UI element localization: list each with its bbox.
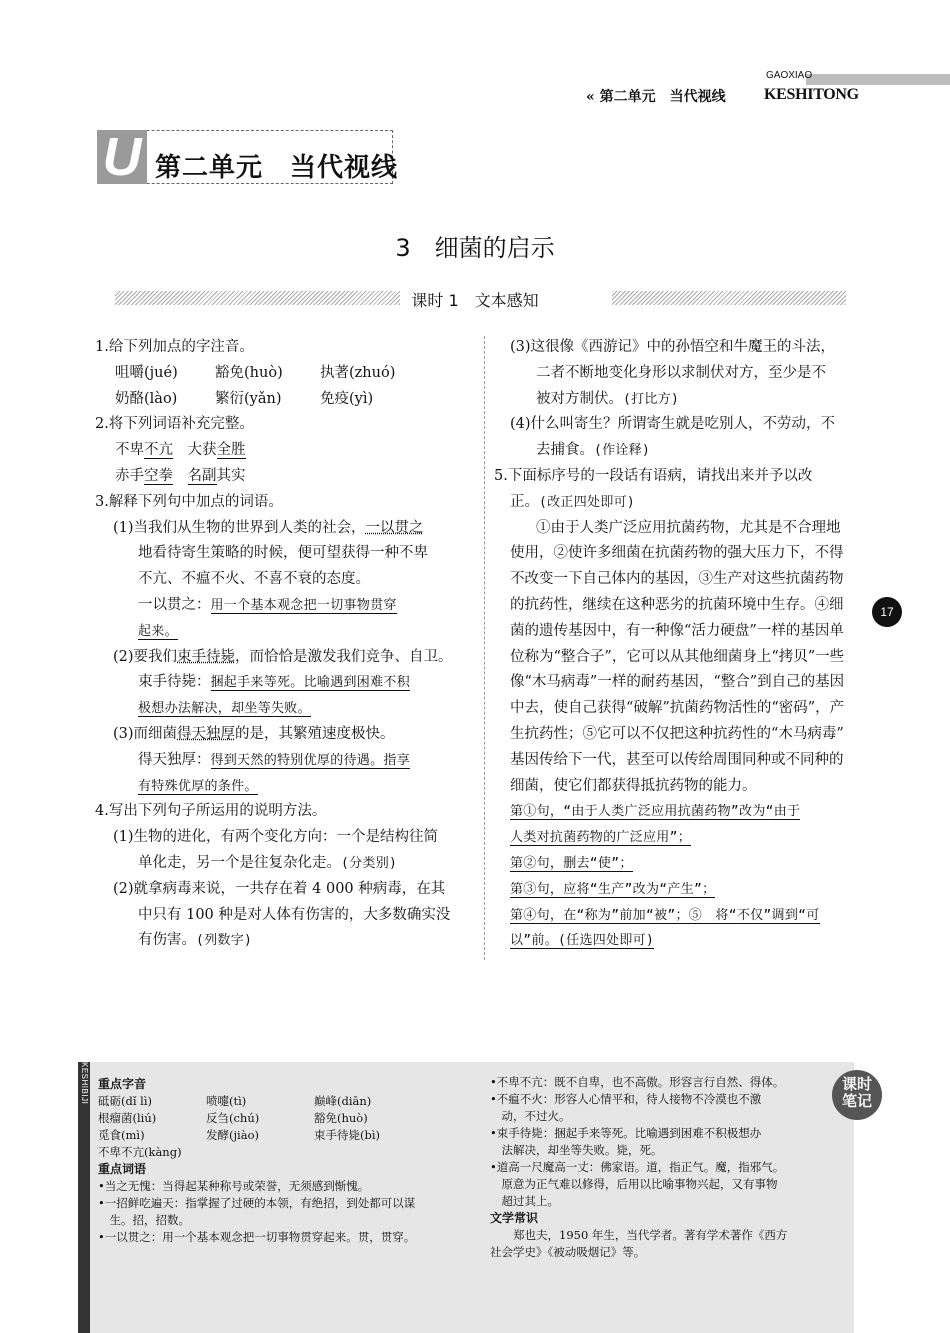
q5-paragraph: ①由于人类广泛应用抗菌药物，尤其是不合理地 使用，②使许多细菌在抗菌药物的强大压力下，不得 不改变一下自己体内的基因，③生产对这些抗菌药物 的抗药性，继续在这种恶劣的抗菌环境中生存。④细 菌的遗传基因中，有一种像“活力硬盘”一样的基因单 位称为“整合子”，它可以从其他细菌身上“拷贝”一些 像“木马病毒”一样的耐药基因，“整合”到自己的基因 中去，使自己获得“破解”抗菌药物活性的“密码”，产 生抗药性；⑤它可以不仅把这种抗药性的“木马病毒” 基因传给下一代，甚至可以传给周围同种或不同种的 细菌，使它们都获得抵抗药物的能力。 [510, 519, 845, 794]
unit-title: 第二单元 当代视线 [155, 153, 399, 183]
note-item: 超过其上。 [490, 1194, 559, 1208]
question-5: 5.下面标序号的一段话有语病，请找出来并予以改 [494, 467, 813, 484]
note-item: 生。招，招数。 [98, 1213, 190, 1227]
page-number: 17 [872, 597, 902, 627]
section-title: 课时 1 文本感知 [411, 291, 539, 310]
q4-2-line-2: 中只有 100 种是对人体有伤害的，大多数确实没 [138, 906, 451, 923]
lesson-title: 3 细菌的启示 [395, 234, 555, 262]
note-item: 原意为正气难以修得，后用以比喻事物兴起，又有事物 [490, 1177, 778, 1191]
note-item: •当之无愧：当得起某种称号或荣誉，无须感到惭愧。 [98, 1179, 370, 1193]
pron-row: 觅食(mì) 发酵(jiào) 束手待毙(bì) [98, 1128, 381, 1142]
q4-1-line-2: 单化走，另一个是往复杂化走。(分类别) [138, 854, 398, 871]
q4-3-line-3: 被对方制伏。(打比方) [536, 390, 680, 407]
note-item: 法解决，却坐等失败。毙，死。 [490, 1143, 663, 1157]
left-column [95, 335, 453, 954]
note-item: 动，不过火。 [490, 1109, 571, 1123]
pron-row: 根瘤菌(liú) 反刍(chú) 豁免(huò) [98, 1111, 368, 1125]
notes-side-label: KESHIBIJI [80, 1062, 89, 1105]
q3-2-answer: 束手待毙：捆起手来等死。比喻遇到困难不积 [138, 674, 411, 691]
notes-heading-lit: 文学常识 [490, 1211, 539, 1225]
note-item: 社会学史》《被动吸烟记》等。 [490, 1245, 646, 1259]
q2-row-1: 不卑不亢 大获全胜 [115, 442, 246, 459]
note-item: •一招鲜吃遍天：指掌握了过硬的本领，有绝招，到处都可以谋 [98, 1196, 416, 1210]
q4-3-line-2: 二者不断地变化身形以求制伏对方，至少是不 [536, 364, 826, 381]
header-bar [806, 74, 950, 85]
question-1: 1.给下列加点的字注音。 [95, 339, 254, 355]
question-5-line-2: 正。(改正四处即可) [510, 493, 636, 510]
q3-1-answer-2: 起来。 [138, 623, 178, 639]
chevron-icon: « [586, 89, 595, 105]
q4-4-line-2: 去捕食。(作诠释) [536, 442, 651, 459]
q1-row-1: 咀嚼(jué) 豁免(huò) 执著(zhuó) [115, 364, 396, 381]
question-3: 3.解释下列句中加点的词语。 [95, 493, 283, 510]
header-gaoxiao: GAOXIAO [766, 70, 813, 81]
note-item: 郑也夫，1950 年生，当代学者。著有学术著作《西方 [490, 1228, 788, 1242]
q1-row-2: 奶酪(lào) 繁衍(yǎn) 免疫(yì) [115, 390, 374, 407]
q3-1-answer: 一以贯之：用一个基本观念把一切事物贯穿 [138, 596, 397, 613]
right-column [494, 335, 845, 954]
note-item: •不卑不亢：既不自卑，也不高傲。形容言行自然、得体。 [490, 1075, 785, 1089]
q3-2-answer-2: 极想办法解决，却坐等失败。 [138, 701, 311, 717]
unit-letter-icon: U [97, 130, 147, 184]
q4-2: (2)就拿病毒来说，一共存在着 4 000 种病毒，在其 [113, 880, 446, 897]
notes-badge: 课时 笔记 [832, 1070, 882, 1120]
q4-3: (3)这很像《西游记》中的孙悟空和牛魔王的斗法， [510, 339, 836, 355]
q3-1-line-2: 地看待寄生策略的时候，便可望获得一种不卑 [138, 545, 428, 562]
question-4: 4.写出下列句子所运用的说明方法。 [95, 803, 327, 820]
column-divider [484, 336, 485, 960]
pron-row: 砥砺(dǐ lì) 喷嚏(tì) 巅峰(diān) [98, 1094, 372, 1108]
question-2: 2.将下列词语补充完整。 [95, 416, 254, 433]
q5-answer: 第①句，“由于人类广泛应用抗菌药物”改为“由于 人类对抗菌药物的广泛应用”； 第②句，删去“使”； 第③句，应将“生产”改为“产生”； 第④句，在“称为”前加“被”；⑤ 将“不仅”调到“可 以”前。(任选四处即可) [510, 804, 820, 949]
notes-right [490, 1074, 830, 1261]
note-item: •束手待毙：捆起手来等死。比喻遇到困难不积极想办 [490, 1126, 762, 1140]
q3-3-answer: 得天独厚：得到天然的特别优厚的待遇。指享 [138, 751, 411, 768]
q3-3: (3)而细菌得天独厚的是，其繁殖速度极快。 [113, 725, 395, 742]
note-item: •不瘟不火：形容人心情平和，待人接物不冷漠也不激 [490, 1092, 762, 1106]
header-unit-label [586, 86, 726, 106]
header-brand: KESHITONG [764, 86, 859, 103]
header-unit-text: 第二单元 当代视线 [599, 89, 726, 105]
q4-1: (1)生物的进化，有两个变化方向：一个是结构往简 [113, 829, 439, 846]
q4-2-line-3: 有伤害。(列数字) [138, 932, 253, 949]
q3-3-answer-2: 有特殊优厚的条件。 [138, 778, 258, 794]
pron-row: 不卑不亢(kàng) [98, 1145, 182, 1159]
notes-heading-words: 重点词语 [98, 1162, 147, 1176]
notes-heading-pron: 重点字音 [98, 1077, 147, 1091]
q3-1-line-3: 不亢、不瘟不火、不喜不衰的态度。 [138, 571, 370, 588]
q3-1: (1)当我们从生物的世界到人类的社会，一以贯之 [113, 519, 424, 536]
q2-row-2: 赤手空拳 名副其实 [115, 467, 246, 484]
note-item: •一以贯之：用一个基本观念把一切事物贯穿起来。贯，贯穿。 [98, 1230, 416, 1244]
note-item: •道高一尺魔高一丈：佛家语。道，指正气。魔，指邪气。 [490, 1160, 785, 1174]
notes-left [98, 1076, 478, 1246]
q3-2: (2)要我们束手待毙，而恰恰是激发我们竞争、自卫。 [113, 648, 453, 665]
q4-4: (4)什么叫寄生？所谓寄生就是吃别人，不劳动，不 [510, 416, 836, 433]
